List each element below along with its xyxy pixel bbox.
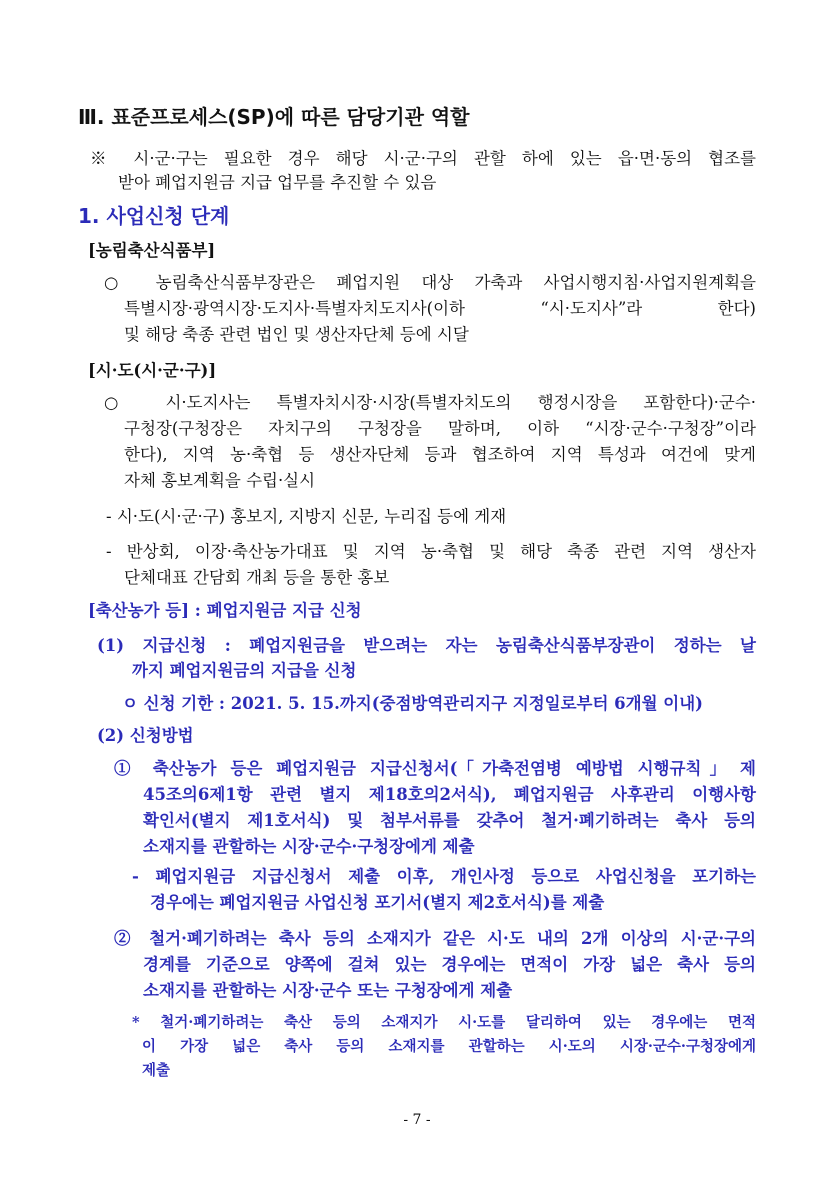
item2-line: ② 철거·폐기하려는 축사 등의 소재지가 같은 시·도 내의 2개 이상의 시·군·구의: [114, 929, 756, 948]
item2-line: 소재지를 관할하는 시장·군수 또는 구청장에게 제출: [143, 981, 513, 1000]
local-line: 구청장(구청장은 자치구의 구청장을 말하며, 이하 “시장·군수·구청장”이라: [124, 419, 756, 438]
local-line: ○ 시·도지사는 특별자치시장·시장(특별자치도의 행정시장을 포함한다)·군수·: [104, 393, 756, 412]
ministry-line: ○ 농림축산식품부장관은 폐업지원 대상 가축과 사업시행지침·사업지원계획을: [104, 273, 756, 292]
deadline: ㅇ 신청 기한 : 2021. 5. 15.까지(중점방역관리지구 지정일로부터 6개월 이내): [122, 694, 703, 713]
local-line: 한다), 지역 농·축협 등 생산자단체 등과 협조하여 지역 특성과 여건에 맞게: [124, 445, 756, 464]
farmer-p1: 까지 폐업지원금의 지급을 신청: [132, 661, 357, 680]
farmer-p2: (2) 신청방법: [97, 726, 194, 745]
page-number: - 7 -: [403, 1112, 431, 1128]
note-line: ※ 시·군·구는 필요한 경우 해당 시·군·구의 관할 하에 있는 읍·면·동의 협조를: [90, 149, 756, 168]
star-note: * 철거·폐기하려는 축산 등의 소재지가 시·도를 달리하여 있는 경우에는 면적: [132, 1014, 756, 1031]
note-line: 받아 폐업지원금 지급 업무를 추진할 수 있음: [118, 173, 437, 192]
ministry-label: [농림축산식품부]: [88, 241, 216, 260]
item2-line: 경계를 기준으로 양쪽에 걸쳐 있는 경우에는 면적이 가장 넓은 축사 등의: [143, 955, 756, 974]
item1-line: 45조의6제1항 관련 별지 제18호의2서식), 폐업지원금 사후관리 이행사항: [143, 785, 756, 804]
item1-dash: 경우에는 폐업지원금 사업신청 포기서(별지 제2호서식)를 제출: [150, 893, 605, 912]
local-dash: 단체대표 간담회 개최 등을 통한 홍보: [124, 568, 390, 587]
item1-line: ① 축산농가 등은 폐업지원금 지급신청서(｢가축전염병 예방법 시행규칙｣ 제: [114, 759, 756, 778]
item1-dash: - 폐업지원금 지급신청서 제출 이후, 개인사정 등으로 사업신청을 포기하는: [132, 867, 756, 886]
section-heading: Ⅲ. 표준프로세스(SP)에 따른 담당기관 역할: [78, 105, 470, 129]
ministry-line: 및 해당 축종 관련 법인 및 생산자단체 등에 시달: [124, 325, 469, 344]
item1-line: 소재지를 관할하는 시장·군수·구청장에게 제출: [143, 837, 475, 856]
local-line: 자체 홍보계획을 수립·실시: [124, 471, 316, 490]
farmer-p1: (1) 지급신청 : 폐업지원금을 받으려는 자는 농림축산식품부장관이 정하는 날: [97, 636, 756, 655]
ministry-line: 특별시장·광역시장·도지사·특별자치도지사(이하 “시·도지사”라 한다): [124, 299, 756, 318]
local-dash: - 반상회, 이장·축산농가대표 및 지역 농·축협 및 해당 축종 관련 지역 생산자: [106, 542, 756, 561]
item1-line: 확인서(별지 제1호서식) 및 첨부서류를 갖추어 철거·폐기하려는 축사 등의: [143, 811, 756, 830]
local-label: [시·도(시·군·구)]: [88, 361, 217, 380]
local-dash: - 시·도(시·군·구) 홍보지, 지방지 신문, 누리집 등에 게재: [106, 507, 507, 526]
star-note: 제출: [142, 1062, 171, 1079]
star-note: 이 가장 넓은 축사 등의 소재지를 관할하는 시·도의 시장·군수·구청장에게: [142, 1038, 756, 1055]
subsection-title: 1. 사업신청 단계: [78, 204, 230, 228]
farmer-label: [축산농가 등] : 폐업지원금 지급 신청: [88, 601, 362, 620]
